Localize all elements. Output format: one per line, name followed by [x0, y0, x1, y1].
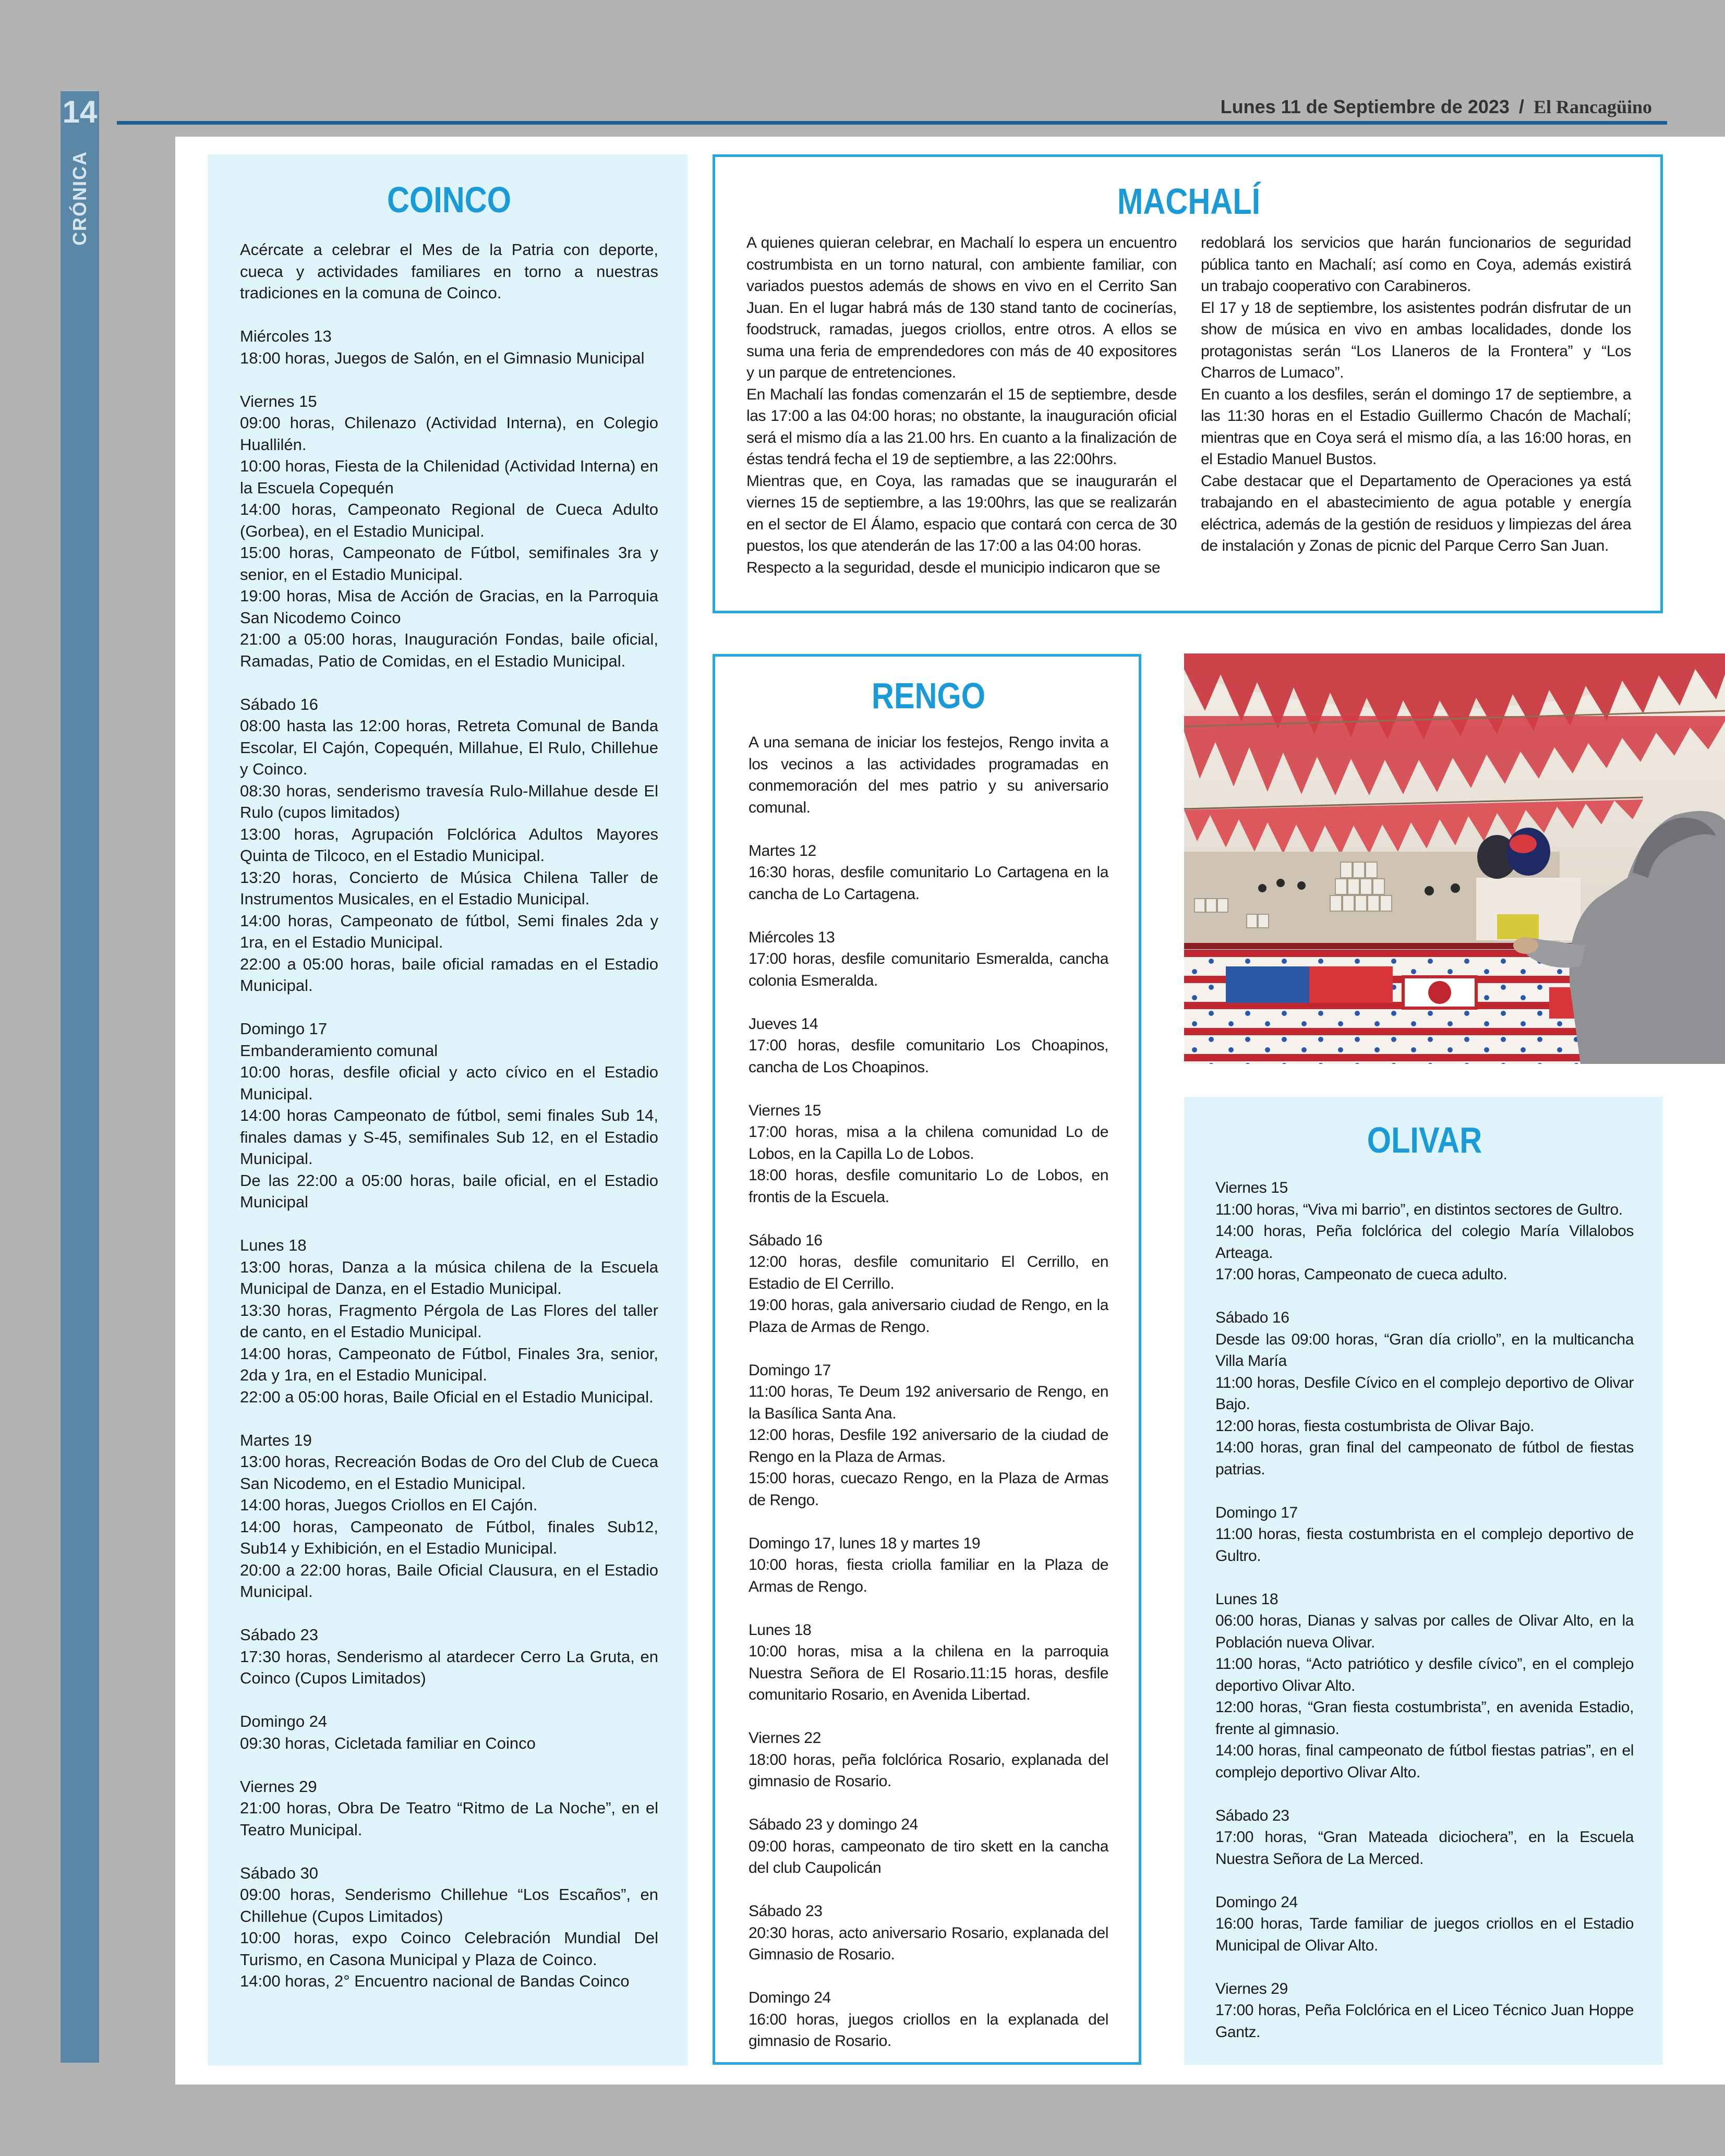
olivar-schedule: Viernes 15 11:00 horas, “Viva mi barrio”, en distintos sectores de Gultro. 14:00 horas, Peña folclórica del colegio María Villalobos Arteaga. 17:00 horas, Campeonato de cueca adulto. Sábado 16 Desde las 09:00 horas, “Gran día criollo”, en la multicancha Villa María 11:00 horas, Desfile Cívico en el complejo deportivo de Olivar Bajo. 12:00 horas, fiesta costumbrista de Olivar Bajo. 14:00 horas, gran final del campeonato de fútbol de fiestas patrias. Domingo 17 11:00 horas, fiesta costumbrista en el complejo deportivo de Gultro. Lunes 18 06:00 horas, Dianas y salvas por calles de Olivar Alto, en la Población nueva Olivar. 11:00 horas, “Acto patriótico y desfile cívico”, en el complejo deportivo Olivar Alto. 12:00 horas, “Gran fiesta costumbrista”, en avenida Estadio, frente al gimnasio. 14:00 horas, final campeonato de fútbol fiestas patrias”, en el complejo deportivo Olivar Alto. Sábado 23 17:00 horas, “Gran Mateada diciochera”, en la Escuela Nuestra Señora de La Merced. Domingo 24 16:00 horas, Tarde familiar de juegos criollos en el Estadio Municipal de Olivar Alto. Viernes 29 17:00 horas, Peña Folclórica en el Liceo Técnico Juan Hoppe Gantz. — [1215, 1179, 1634, 2041]
section-label — [61, 146, 99, 250]
page-number: 14 — [62, 94, 98, 129]
coinco-schedule: Miércoles 13 18:00 horas, Juegos de Salón, en el Gimnasio Municipal Viernes 15 09:00 horas, Chilenazo (Actividad Interna), en Colegio Huallilén. 10:00 horas, Fiesta de la Chilenidad (Actividad Interna) en la Escuela Copequén 14:00 horas, Campeonato Regional de Cueca Adulto (Gorbea), en el Estadio Municipal. 15:00 horas, Campeonato de Fútbol, semifinales 3ra y senior, en el Estadio Municipal. 19:00 horas, Misa de Acción de Gracias, en la Parroquia San Nicodemo Coinco 21:00 a 05:00 horas, Inauguración Fondas, baile oficial, Ramadas, Patio de Comidas, en el Estadio Municipal. Sábado 16 08:00 hasta las 12:00 horas, Retreta Comunal de Banda Escolar, El Cajón, Copequén, Millahue, El Rulo, Chillehue y Coinco. 08:30 horas, senderismo travesía Rulo-Millahue desde El Rulo (cupos limitados) 13:00 horas, Agrupación Folclórica Adultos Mayores Quinta de Tilcoco, en el Estadio Municipal. 13:20 horas, Concierto de Música Chilena Taller de Instrumentos Musicales, en el Estadio Municipal. 14:00 horas, Campeonato de fútbol, Semi finales 2da y 1ra, en el Estadio Municipal. 22:00 a 05:00 horas, baile oficial ramadas en el Estadio Municipal. Domingo 17 Embanderamiento comunal 10:00 horas, desfile oficial y acto cívico en el Estadio Municipal. 14:00 horas Campeonato de fútbol, semi finales Sub 14, finales damas y S-45, semifinales Sub 12, en el Estadio Municipal. De las 22:00 a 05:00 horas, baile oficial, en el Estadio Municipal Lunes 18 13:00 horas, Danza a la música chilena de la Escuela Municipal de Danza, en el Estadio Municipal. 13:30 horas, Fragmento Pérgola de Las Flores del taller de canto, en el Estadio Municipal. 14:00 horas, Campeonato de Fútbol, Finales 3ra, senior, 2da y 1ra, en el Estadio Municipal. 22:00 a 05:00 horas, Baile Oficial en el Estadio Municipal. Martes 19 13:00 horas, Recreación Bodas de Oro del Club de Cueca San Nicodemo, en el Estadio Municipal. 14:00 horas, Juegos Criollos en El Cajón. 14:00 horas, Campeonato de Fútbol, finales Sub12, Sub14 y Exhibición, en el Estadio Municipal. 20:00 a 22:00 horas, Baile Oficial Clausura, en el Estadio Municipal. Sábado 23 17:30 horas, Senderismo al atardecer Cerro La Gruta, en Coinco (Cupos Limitados) Domingo 24 09:30 horas, Cicletada familiar en Coinco Viernes 29 21:00 horas, Obra De Teatro “Ritmo de La Noche”, en el Teatro Municipal. Sábado 30 09:00 horas, Senderismo Chillehue “Los Escaños”, en Chillehue (Cupos Limitados) 10:00 horas, expo Coinco Celebración Mundial Del Turismo, en Casona Municipal y Plaza de Coinco. 14:00 horas, 2° Encuentro nacional de Bandas Coinco — [240, 327, 658, 1990]
header-separator: / — [1518, 96, 1524, 117]
rengo-title: RENGO — [871, 675, 986, 716]
olivar-title: OLIVAR — [1367, 1120, 1482, 1160]
section-label-text: CRÓNICA — [69, 151, 90, 246]
machali-panel — [713, 154, 1663, 613]
issue-date: Lunes 11 de Septiembre de 2023 — [1220, 96, 1510, 117]
machali-title: MACHALÍ — [1117, 181, 1261, 222]
machali-column-2: redoblará los servicios que harán funcionarios de seguridad pública tanto en Machalí; así como en Coya, además existirá un trabajo cooperativo con Carabineros. El 17 y 18 de septiembre, los asistentes podrán disfrutar de un show de música en vivo en ambas localidades, donde los protagonistas serán “Los Llaneros de la Frontera” y “Los Charros de Lumaco”. En cuanto a los desfiles, serán el domingo 17 de septiembre, a las 11:30 horas en el Estadio Guillermo Chacón de Machalí; mientras que en Coya será el mismo día, a las 16:00 horas, en el Estadio Manuel Bustos. Cabe destacar que el Departamento de Operaciones ya está trabajando en el abastecimiento de agua potable y energía eléctrica, además de la gestión de residuos y limpiezas del área de instalación y Zonas de picnic del Parque Cerro San Juan. — [1201, 234, 1631, 554]
section-sidebar-strip — [61, 91, 99, 2063]
coinco-intro: Acércate a celebrar el Mes de la Patria con deporte, cueca y actividades familiares en torno a nuestras tradiciones en la comuna de Coinco. — [240, 240, 658, 302]
coinco-title: COINCO — [387, 179, 511, 220]
fiesta-photo-illustration — [1184, 653, 1725, 1064]
publication-name: El Rancagüino — [1533, 96, 1652, 117]
fiesta-photo — [1184, 653, 1725, 1064]
coinco-panel — [208, 154, 687, 2066]
machali-column-1: A quienes quieran celebrar, en Machalí lo espera un encuentro costrumbista en un torno natural, con ambiente familiar, con variados puestos además de shows en vivo en el Cerrito San Juan. En el lugar habrá más de 130 stand tanto de cocinerías, foodstruck, ramadas, juegos criollos, entre otros. A ellos se suma una feria de emprendedores con más de 40 expositores y un parque de entretenciones. En Machalí las fondas comenzarán el 15 de septiembre, desde las 17:00 a las 04:00 horas; no obstante, la inauguración oficial será el mismo día a las 21.00 hrs. En cuanto a la finalización de éstas tendrá fecha el 19 de septiembre, a las 22:00hrs. Mientras que, en Coya, las ramadas que se inaugurarán el viernes 15 de septiembre, a las 19:00hrs, las que se realizarán en el sector de El Álamo, espacio que contará con cerca de 30 puestos, los que atenderán de las 17:00 a las 04:00 horas. Respecto a la seguridad, desde el municipio indicaron que se — [746, 234, 1177, 576]
header-dateline — [1221, 96, 1652, 118]
rengo-schedule: A una semana de iniciar los festejos, Rengo invita a los vecinos a las actividades programadas en conmemoración del mes patrio y su aniversario comunal. Martes 12 16:30 horas, desfile comunitario Lo Cartagena en la cancha de Lo Cartagena. Miércoles 13 17:00 horas, desfile comunitario Esmeralda, cancha colonia Esmeralda. Jueves 14 17:00 horas, desfile comunitario Los Choapinos, cancha de Los Choapinos. Viernes 15 17:00 horas, misa a la chilena comunidad Lo de Lobos, en la Capilla Lo de Lobos. 18:00 horas, desfile comunitario Lo de Lobos, en frontis de la Escuela. Sábado 16 12:00 horas, desfile comunitario El Cerrillo, en Estadio de El Cerrillo. 19:00 horas, gala aniversario ciudad de Rengo, en la Plaza de Armas de Rengo. Domingo 17 11:00 horas, Te Deum 192 aniversario de Rengo, en la Basílica Santa Ana. 12:00 horas, Desfile 192 aniversario de la ciudad de Rengo en la Plaza de Armas. 15:00 horas, cuecazo Rengo, en la Plaza de Armas de Rengo. Domingo 17, lunes 18 y martes 19 10:00 horas, fiesta criolla familiar en la Plaza de Armas de Rengo. Lunes 18 10:00 horas, misa a la chilena en la parroquia Nuestra Señora de El Rosario.11:15 horas, desfile comunitario Rosario, en Avenida Libertad. Viernes 22 18:00 horas, peña folclórica Rosario, explanada del gimnasio de Rosario. Sábado 23 y domingo 24 09:00 horas, campeonato de tiro skett en la cancha del club Caupolicán Sábado 23 20:30 horas, acto aniversario Rosario, explanada del Gimnasio de Rosario. Domingo 24 16:00 horas, juegos criollos en la explanada del gimnasio de Rosario. — [749, 734, 1108, 2050]
rengo-panel — [713, 654, 1141, 2065]
machali-columns — [746, 232, 1631, 578]
olivar-panel — [1184, 1097, 1663, 2065]
header-rule — [117, 121, 1667, 125]
